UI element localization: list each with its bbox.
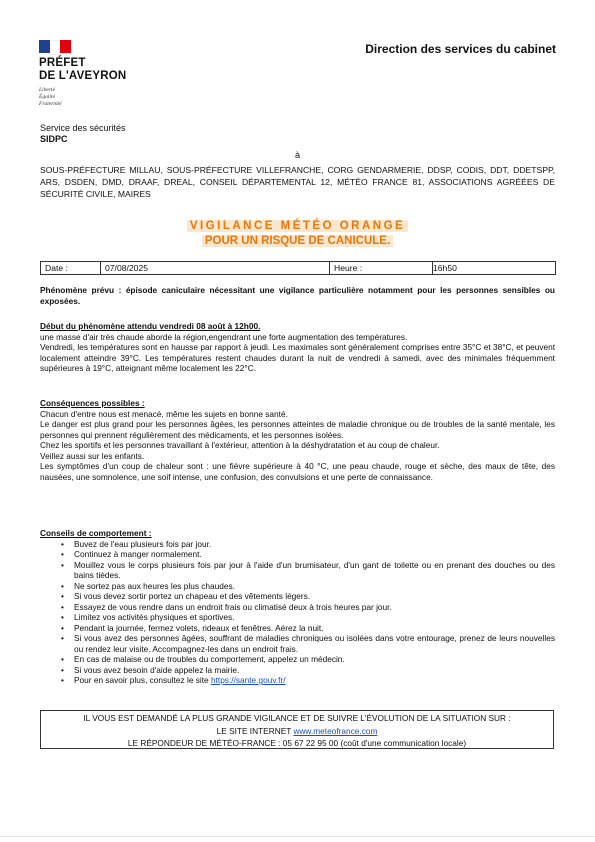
vigilance-footer-box (40, 710, 554, 749)
sante-gouv-link[interactable]: https://sante.gouv.fr/ (210, 675, 286, 685)
consequences-paragraph: Veillez aussi sur les enfants. (40, 450, 145, 461)
prefet-line-1: PRÉFET (39, 57, 86, 69)
motto-fraternite: Fraternité (39, 101, 62, 107)
consequences-paragraph: Les symptômes d'un coup de chaleur sont : une fièvre supérieure à 40 °C, une peau chaude, rouge et sèche, des maux de tête, des nausées, une somnolence, une soif intense, une confusion, des convulsions et une perte de connaissance. (40, 461, 555, 482)
conseils-section (40, 528, 555, 686)
vigilance-title: VIGILANCE MÉTÉO ORANGE (187, 220, 408, 232)
footer-line-3: LE RÉPONDEUR DE MÉTÉO-FRANCE : 05 67 22 95 00 (coût d'une communication locale) (127, 738, 467, 748)
recipients-list: SOUS-PRÉFECTURE MILLAU, SOUS-PRÉFECTURE VILLEFRANCHE, CORG GENDARMERIE, DDSP, CODIS, DDT, DDETSPP, ARS, DSDEN, DMD, DRAAF, DREAL, CONSEIL DÉPARTEMENTAL 12, MÉTÉO FRANCE 81, ASSOCIATIONS AGRÉÉES DE SÉCURITÉ CIVILE, MAIRES (40, 165, 555, 199)
service-name: Service des sécurités (40, 123, 126, 133)
recipient-prefix: à (294, 150, 300, 160)
republic-motto (39, 87, 62, 108)
list-item: • Si vous avez des personnes âgées, souffrant de maladies chroniques ou isolées dans votre entourage, prenez de leurs nouvelles ou rendez leur visite. Accompagnez-les dans un endroit frais. (74, 633, 555, 654)
debut-line-2: Vendredi, les températures sont en hausse par rapport à jeudi. Les maximales sont généralement comprises entre 35°C et 38°C, et peuvent localement atteindre 39°C. Les températures restent chaudes durant la nuit de vendredi à samedi, avec des minimales fréquemment supérieures à 19°C, atteignant même localement les 22°C. (40, 342, 555, 373)
time-value: 16h50 (433, 263, 457, 273)
debut-heading: Début du phénomène attendu vendredi 08 août à 12h00. (40, 321, 261, 331)
flag-blue (39, 40, 50, 53)
sante-prefix: Pour en savoir plus, consultez le site (74, 675, 211, 685)
consequences-paragraph: Le danger est plus grand pour les personnes âgées, les personnes atteintes de maladie chronique ou de troubles de la santé mentale, les personnes qui prennent régulièrement des médicaments, et les personnes isolées. (40, 419, 555, 440)
prefet-line-2: DE L'AVEYRON (39, 70, 127, 82)
debut-line-1: une masse d'air très chaude aborde la région,engendrant une forte augmentation des températures. (40, 331, 408, 342)
list-item (74, 675, 555, 686)
motto-egalite: Égalité (39, 94, 55, 100)
list-item: • Si vous avez besoin d'aide appelez la mairie. (74, 665, 555, 676)
flag-white (50, 40, 61, 55)
republique-francaise-flag-logo (39, 40, 71, 53)
phenomene-label: Phénomène prévu : (40, 285, 122, 295)
list-item: • Continuez à manger normalement. (74, 549, 555, 560)
date-time-table (40, 261, 556, 275)
list-item: • Pendant la journée, fermez volets, rideaux et fenêtres. Aérez la nuit. (74, 623, 555, 634)
date-value: 07/08/2025 (101, 262, 330, 274)
list-item: • Buvez de l'eau plusieurs fois par jour. (74, 539, 555, 550)
date-label: Date : (41, 262, 101, 274)
footer-line-1: IL VOUS EST DEMANDÉ LA PLUS GRANDE VIGILANCE ET DE SUIVRE L'ÉVOLUTION DE LA SITUATION SUR : (83, 713, 511, 723)
service-code: SIDPC (40, 134, 68, 144)
list-item: • Ne sortez pas aux heures les plus chaudes. (74, 581, 555, 592)
conseils-heading: Conseils de comportement : (40, 528, 152, 538)
debut-section (40, 321, 555, 374)
list-item: • Limitez vos activités physiques et sportives. (74, 612, 555, 623)
list-item: • Mouillez vous le corps plusieurs fois par jour à l'aide d'un brumisateur, d'un gant de toilette ou en prenant des douches ou des bains tièdes. (74, 560, 555, 581)
list-item: • Essayez de vous rendre dans un endroit frais ou climatisé deux à trois heures par jour. (74, 602, 555, 613)
time-label: Heure : (330, 262, 433, 274)
prefet-logo-text (39, 57, 126, 83)
meteofrance-link[interactable]: www.meteofrance.com (293, 725, 378, 736)
list-item: • Si vous devez sortir portez un chapeau et des vêtements légers. (74, 591, 555, 602)
phenomene-paragraph (40, 285, 555, 306)
service-block (40, 123, 126, 145)
consequences-paragraph: Chacun d'entre nous est menacé, même les sujets en bonne santé. (40, 408, 288, 419)
consequences-paragraph: Chez les sportifs et les personnes travaillant à l'extérieur, attention à la déshydratation et au coup de chaleur. (40, 440, 440, 450)
vigilance-subtitle: POUR UN RISQUE DE CANICULE. (202, 235, 393, 247)
flag-red (60, 40, 71, 53)
phenomene-text: épisode caniculaire nécessitant une vigilance particulière notamment pour les personnes sensibles ou exposées. (40, 285, 555, 306)
footer-site-label: LE SITE INTERNET (216, 725, 294, 736)
page-bottom-divider (0, 836, 595, 837)
direction-title: Direction des services du cabinet (365, 42, 556, 56)
conseils-list (40, 539, 555, 686)
footer-line-2 (41, 725, 553, 738)
vigilance-title-block (0, 219, 595, 249)
consequences-heading: Conséquences possibles : (40, 398, 145, 408)
consequences-section (40, 398, 555, 482)
list-item: • En cas de malaise ou de troubles du comportement, appelez un médecin. (74, 654, 555, 665)
motto-liberte: Liberté (39, 87, 55, 93)
